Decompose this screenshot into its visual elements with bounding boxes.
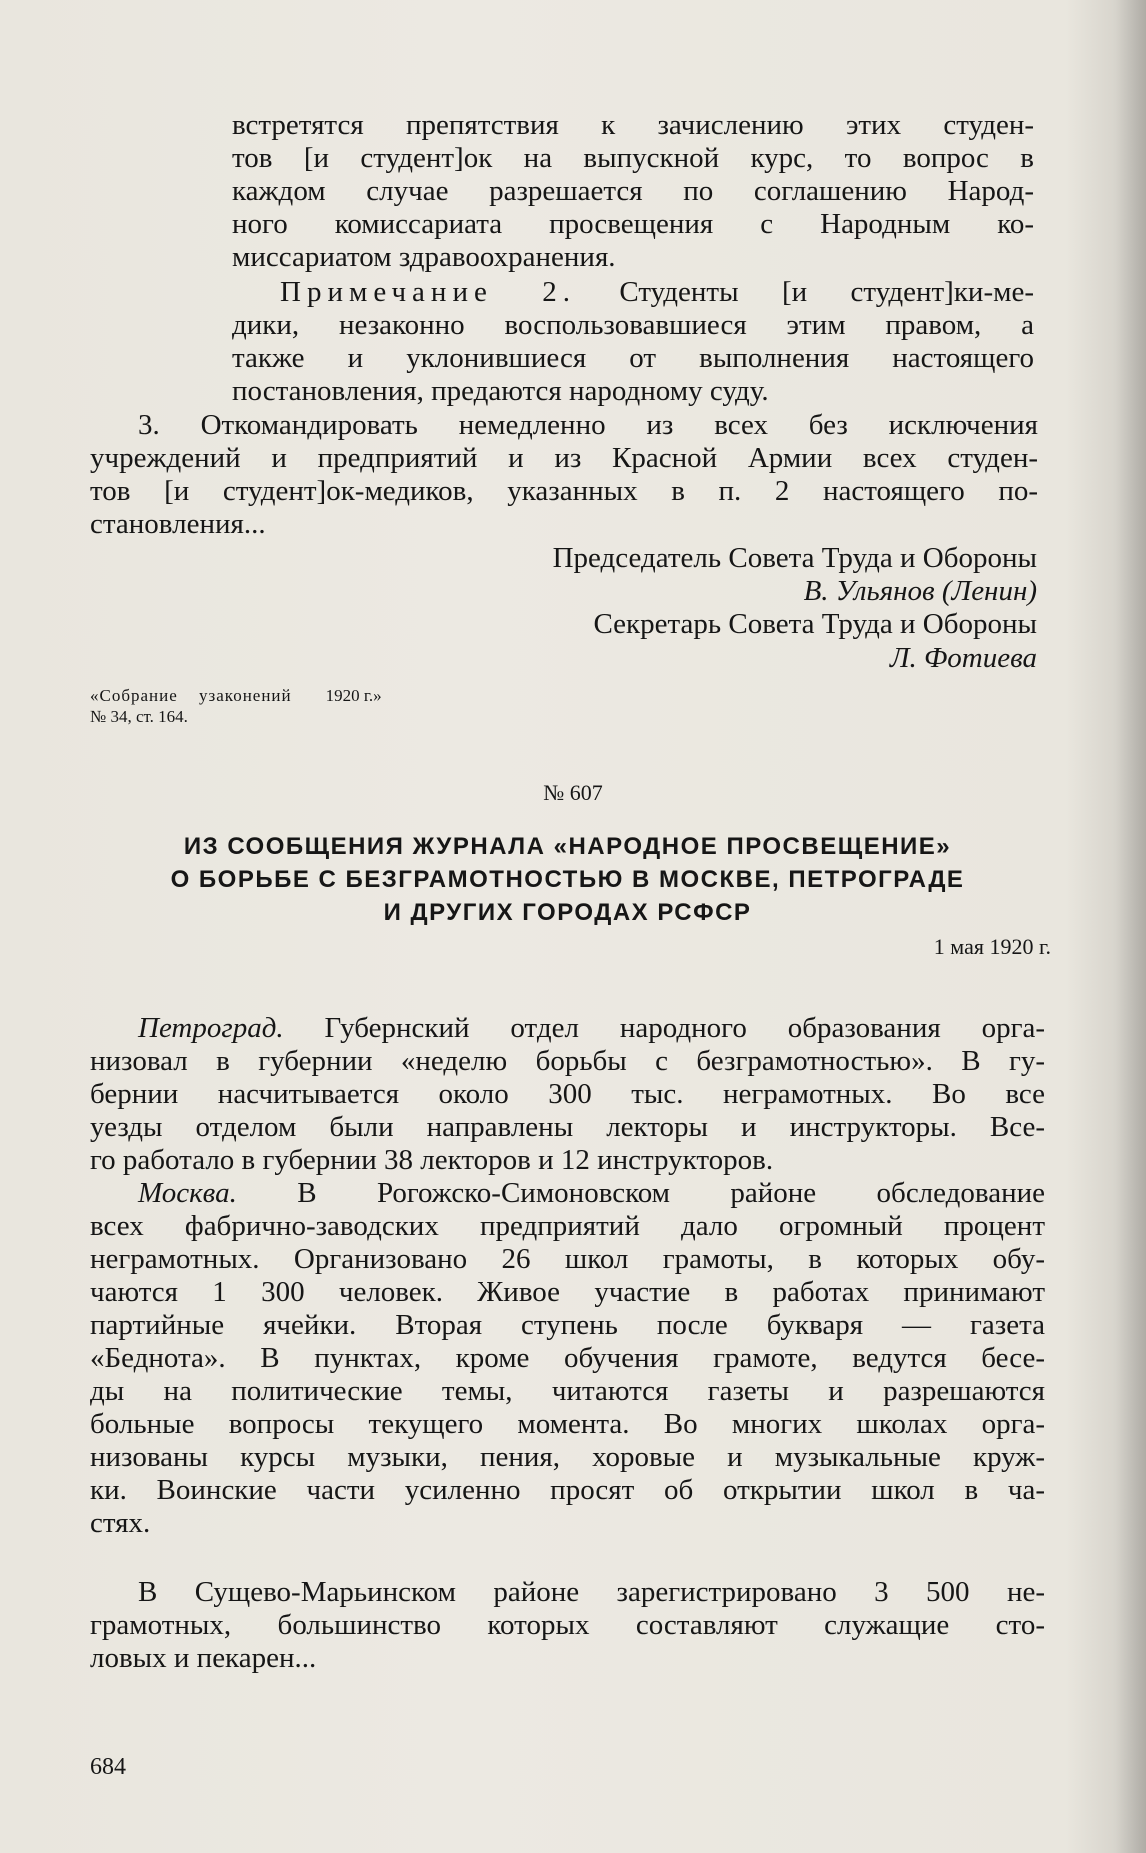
- text-line: ки. Воинские части усиленно просят об открытии школ в ча-: [90, 1474, 1045, 1506]
- text-line: стях.: [90, 1507, 151, 1539]
- text-line: В Сущево-Марьинском районе зарегистрировано 3 500 не-: [138, 1576, 1045, 1608]
- text-line: ного комиссариата просвещения с Народным ко-: [232, 208, 1034, 240]
- note-2-first-line-text: Студенты [и студент]ки-ме-: [619, 276, 1034, 308]
- document-date: 1 мая 1920 г.: [933, 934, 1051, 959]
- text-line: ды на политические темы, читаются газеты и разрешаются: [90, 1375, 1045, 1407]
- city-petrograd: Петроград.: [138, 1012, 284, 1044]
- text-line: дики, незаконно воспользовавшиеся этим правом, а: [232, 309, 1034, 341]
- text-line: «Беднота». В пунктах, кроме обучения грамоте, ведутся бесе-: [90, 1342, 1045, 1374]
- text-line: низовал в губернии «неделю борьбы с безграмотностью». В гу-: [90, 1045, 1045, 1077]
- text-line: каждом случае разрешается по соглашению Народ-: [232, 175, 1034, 207]
- chair-title: Председатель Совета Труда и Обороны: [552, 542, 1037, 574]
- text-line: постановления, предаются народному суду.: [232, 375, 769, 407]
- secretary-title: Секретарь Совета Труда и Обороны: [593, 608, 1037, 640]
- text-line: уезды отделом были направлены лекторы и инструкторы. Все-: [90, 1111, 1045, 1143]
- text-line: тов [и студент]ок-медиков, указанных в п. 2 настоящего по-: [90, 475, 1038, 507]
- note-2-label: Примечание 2.: [280, 276, 576, 308]
- source-part: узаконений: [199, 686, 292, 705]
- page-edge-shadow: [1116, 0, 1146, 1853]
- text-line: партийные ячейки. Вторая ступень после букваря — газета: [90, 1309, 1045, 1341]
- suschevo-paragraph: [90, 1576, 1045, 1675]
- text-line: чаются 1 300 человек. Живое участие в работах принимают: [90, 1276, 1045, 1308]
- text-line: становления...: [90, 508, 266, 540]
- source-citation: [90, 686, 382, 706]
- moscow-first-line: [90, 1177, 1045, 1210]
- text-line: встретятся препятствия к зачислению этих студен-: [232, 109, 1034, 141]
- petrograd-paragraph: [90, 1012, 1045, 1177]
- text-line: учреждений и предприятий и из Красной Армии всех студен-: [90, 442, 1038, 474]
- source-part: «Собрание: [90, 686, 178, 705]
- text-line: также и уклонившиеся от выполнения настоящего: [232, 342, 1034, 374]
- continuation-paragraph: [232, 109, 1034, 274]
- text-line: ловых и пекарен...: [90, 1642, 317, 1674]
- heading-line: ИЗ СООБЩЕНИЯ ЖУРНАЛА «НАРОДНОЕ ПРОСВЕЩЕНИЕ»: [183, 833, 952, 860]
- chair-name: В. Ульянов (Ленин): [803, 575, 1037, 607]
- source-part: 1920 г.»: [325, 686, 382, 705]
- note-2-paragraph: [232, 276, 1034, 408]
- text-line: больные вопросы текущего момента. Во многих школах орга-: [90, 1408, 1045, 1440]
- petrograd-first-line-text: Губернский отдел народного образования орга-: [283, 1012, 1045, 1044]
- heading-line: И ДРУГИХ ГОРОДАХ РСФСР: [383, 899, 752, 926]
- text-line: неграмотных. Организовано 26 школ грамоты, в которых обу-: [90, 1243, 1045, 1275]
- document-heading: [90, 830, 1045, 929]
- note-2-first-line: [232, 276, 1034, 309]
- text-line: всех фабрично-заводских предприятий дало огромный процент: [90, 1210, 1045, 1242]
- point-3-paragraph: [90, 409, 1038, 541]
- text-line: тов [и студент]ок на выпускной курс, то вопрос в: [232, 142, 1034, 174]
- secretary-name: Л. Фотиева: [889, 642, 1037, 674]
- petrograd-first-line: [90, 1012, 1045, 1045]
- page-number: 684: [90, 1754, 126, 1780]
- heading-line: О БОРЬБЕ С БЕЗГРАМОТНОСТЬЮ В МОСКВЕ, ПЕТРОГРАДЕ: [170, 866, 965, 893]
- text-line: го работало в губернии 38 лекторов и 12 инструкторов.: [90, 1144, 774, 1176]
- city-moscow: Москва.: [138, 1177, 237, 1209]
- source-citation-line-2: № 34, ст. 164.: [90, 707, 188, 726]
- moscow-first-line-text: В Рогожско-Симоновском районе обследование: [236, 1177, 1045, 1209]
- text-line: бернии насчитывается около 300 тыс. неграмотных. Во все: [90, 1078, 1045, 1110]
- document-number: № 607: [543, 780, 603, 805]
- moscow-paragraph: [90, 1177, 1045, 1540]
- text-line: грамотных, большинство которых составляют служащие сто-: [90, 1609, 1045, 1641]
- text-line: миссариатом здравоохранения.: [232, 241, 616, 273]
- text-line: низованы курсы музыки, пения, хоровые и музыкальные круж-: [90, 1441, 1045, 1473]
- text-line: 3. Откомандировать немедленно из всех без исключения: [138, 409, 1038, 441]
